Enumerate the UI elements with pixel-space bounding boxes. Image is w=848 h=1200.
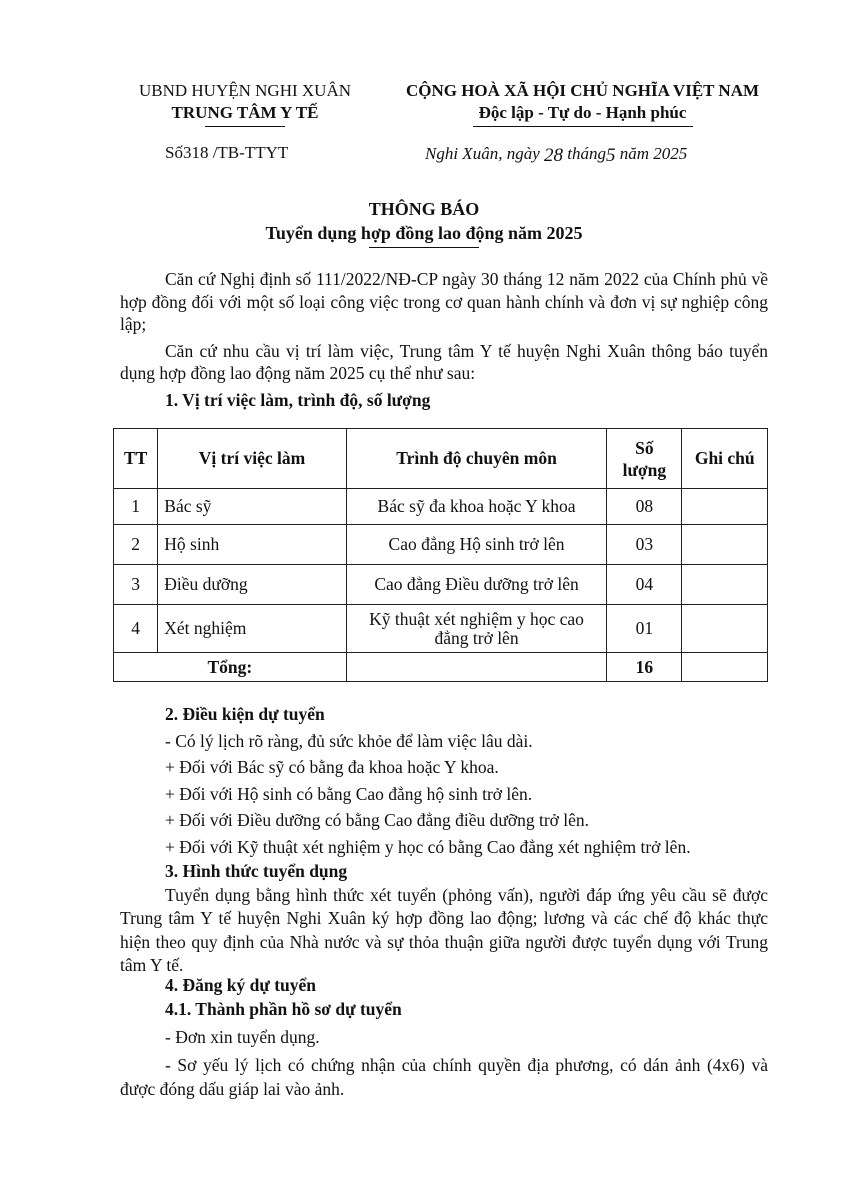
condition-item: + Đối với Bác sỹ có bằng đa khoa hoặc Y khoa. — [165, 757, 499, 777]
section-3 — [120, 860, 768, 978]
date-year: năm 2025 — [619, 144, 688, 163]
table-row — [114, 565, 768, 605]
document-item: - Đơn xin tuyển dụng. — [165, 1027, 320, 1047]
header-note: Ghi chú — [682, 429, 768, 489]
intro-section — [120, 268, 768, 411]
cell-position: Bác sỹ — [158, 489, 346, 525]
section-3-heading: 3. Hình thức tuyển dụng — [165, 861, 348, 881]
cell-qualification: Cao đẳng Hộ sinh trở lên — [346, 525, 607, 565]
date-place: Nghi Xuân, ngày — [425, 144, 540, 163]
cell-quantity: 01 — [607, 605, 682, 653]
header-quantity-line1: Số — [635, 437, 654, 458]
total-label: Tổng: — [114, 653, 347, 682]
table-row — [114, 489, 768, 525]
total-value: 16 — [607, 653, 682, 682]
agency-name: TRUNG TÂM Y TẾ — [171, 103, 319, 122]
cell-qualification: Kỹ thuật xét nghiệm y học cao đẳng trở lên — [346, 605, 607, 653]
cell-qualification: Cao đẳng Điều dưỡng trở lên — [346, 565, 607, 605]
motto: Độc lập - Tự do - Hạnh phúc — [478, 103, 687, 122]
section-3-text: Tuyển dụng bằng hình thức xét tuyển (phỏng vấn), người đáp ứng yêu cầu sẽ được Trung tâm Y tế huyện Nghi Xuân ký hợp đồng lao động; lương và các chế độ khác thực hiện theo quy định của Nhà nước và sự thỏa thuận giữa người được tuyển dụng với Trung tâm Y tế. — [120, 884, 768, 975]
condition-item: + Đối với Điều dưỡng có bằng Cao đẳng điều dưỡng trở lên. — [165, 810, 590, 830]
issuing-agency — [120, 80, 370, 127]
motto-underline — [473, 126, 693, 127]
condition-item: - Có lý lịch rõ ràng, đủ sức khỏe để làm việc lâu dài. — [165, 730, 533, 751]
agency-underline — [205, 126, 285, 127]
document-item: - Sơ yếu lý lịch có chứng nhận của chính quyền địa phương, có dán ảnh (4x6) và được đóng dấu giáp lai vào ảnh. — [120, 1055, 768, 1099]
title-underline — [369, 247, 479, 248]
cell-tt: 2 — [114, 525, 158, 565]
document-number: Số318 /TB-TTYT — [165, 143, 289, 162]
section-1-heading: 1. Vị trí việc làm, trình độ, số lượng — [165, 389, 431, 410]
cell-note — [682, 489, 768, 525]
document-date — [425, 143, 687, 165]
cell-position: Xét nghiệm — [158, 605, 346, 653]
cell-qualification: Bác sỹ đa khoa hoặc Y khoa — [346, 489, 607, 525]
document-title — [0, 197, 848, 248]
section-4 — [120, 973, 768, 1101]
section-2-heading: 2. Điều kiện dự tuyển — [165, 704, 325, 724]
country-name: CỘNG HOÀ XÃ HỘI CHỦ NGHĨA VIỆT NAM — [405, 81, 760, 100]
cell-tt: 4 — [114, 605, 158, 653]
table-header-row — [114, 429, 768, 489]
section-4-heading: 4. Đăng ký dự tuyển — [165, 975, 317, 995]
total-note-cell — [682, 653, 768, 682]
date-month-label: tháng — [567, 144, 606, 163]
title-sub: Tuyển dụng hợp đồng lao động năm 2025 — [265, 223, 583, 243]
cell-quantity: 04 — [607, 565, 682, 605]
positions-table — [113, 428, 768, 682]
section-2 — [120, 701, 768, 860]
header-quantity — [607, 429, 682, 489]
agency-parent: UBND HUYỆN NGHI XUÂN — [138, 81, 351, 100]
cell-note — [682, 565, 768, 605]
header-position: Vị trí việc làm — [158, 429, 346, 489]
condition-item: + Đối với Kỹ thuật xét nghiệm y học có bằng Cao đẳng xét nghiệm trở lên. — [165, 836, 691, 857]
title-main: THÔNG BÁO — [368, 199, 480, 219]
cell-position: Hộ sinh — [158, 525, 346, 565]
table-row — [114, 605, 768, 653]
condition-item: + Đối với Hộ sinh có bằng Cao đẳng hộ sinh trở lên. — [165, 783, 533, 804]
intro-paragraph-2: Căn cứ nhu cầu vị trí làm việc, Trung tâm Y tế huyện Nghi Xuân thông báo tuyển dụng hợp đồng lao động năm 2025 cụ thể như sau: — [120, 340, 768, 383]
total-empty-cell — [346, 653, 607, 682]
cell-tt: 3 — [114, 565, 158, 605]
section-4-1-heading: 4.1. Thành phần hồ sơ dự tuyển — [165, 999, 402, 1019]
table-row — [114, 525, 768, 565]
header-qualification: Trình độ chuyên môn — [346, 429, 607, 489]
cell-note — [682, 525, 768, 565]
table-total-row — [114, 653, 768, 682]
header-quantity-line2: lượng — [622, 459, 667, 480]
cell-note — [682, 605, 768, 653]
date-day: 28 — [544, 145, 563, 166]
cell-position: Điều dưỡng — [158, 565, 346, 605]
cell-tt: 1 — [114, 489, 158, 525]
intro-paragraph-1: Căn cứ Nghị định số 111/2022/NĐ-CP ngày 30 tháng 12 năm 2022 của Chính phủ về hợp đồng đối với một số loại công việc trong cơ quan hành chính và đơn vị sự nghiệp công lập; — [120, 269, 768, 334]
national-motto — [385, 80, 780, 127]
header-tt: TT — [114, 429, 158, 489]
cell-quantity: 03 — [607, 525, 682, 565]
date-month: 5 — [605, 145, 616, 166]
cell-quantity: 08 — [607, 489, 682, 525]
